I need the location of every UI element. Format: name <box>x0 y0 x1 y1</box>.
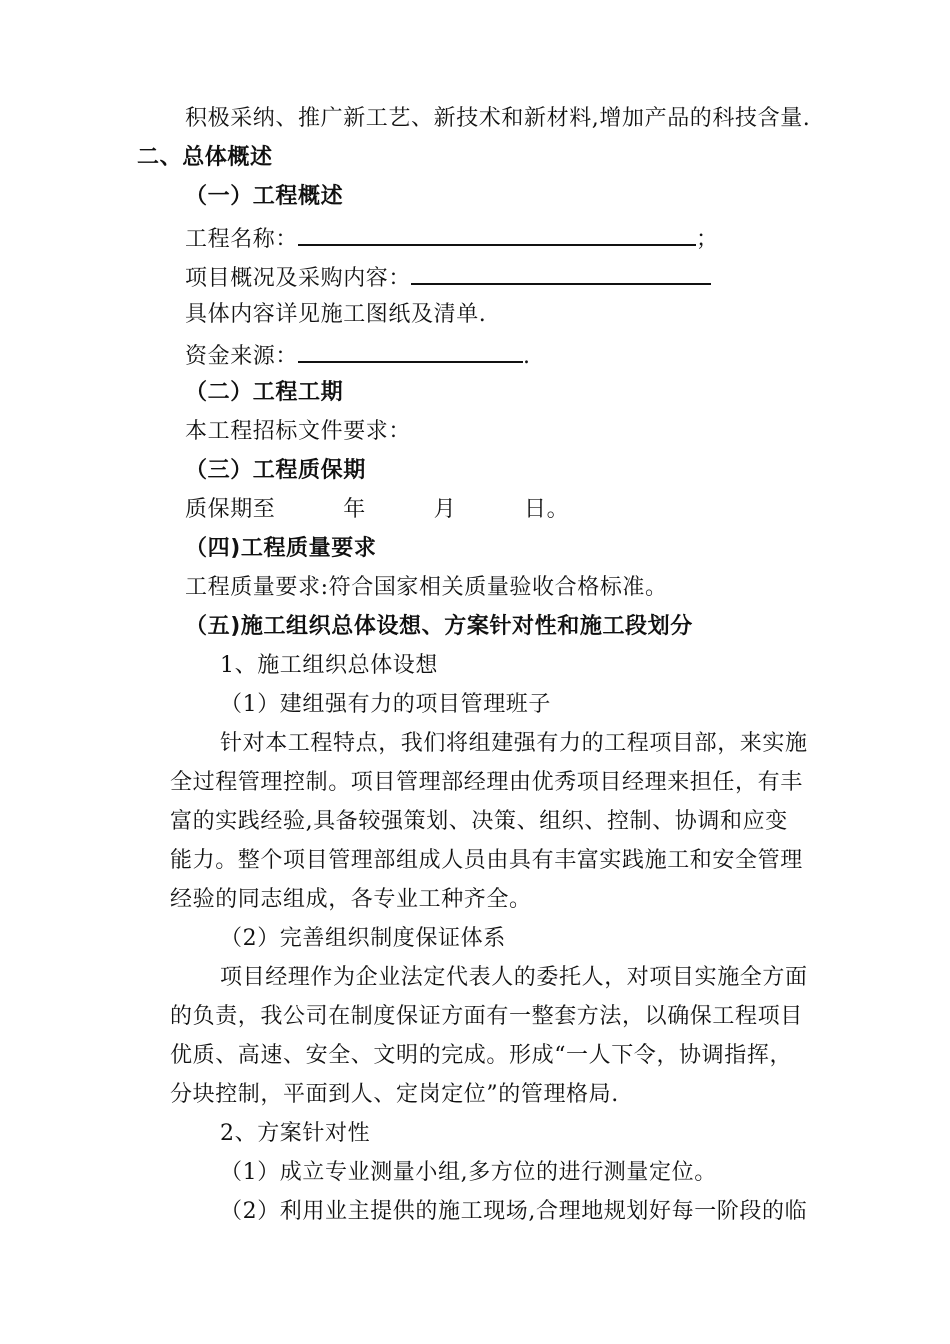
paragraph-line: 具体内容详见施工图纸及清单. <box>185 302 487 327</box>
subsection-heading: （三）工程质保期 <box>185 458 366 483</box>
paragraph-line: 优质、高速、安全、文明的完成。形成“一人下令，协调指挥， <box>170 1043 793 1068</box>
paragraph-line: 经验的同志组成，各专业工种齐全。 <box>170 887 532 912</box>
funding-source-end: . <box>523 344 531 369</box>
subsection-heading: （二）工程工期 <box>185 380 344 405</box>
warranty-line: 质保期至 年 月 日。 <box>185 497 570 522</box>
item-heading: 1、施工组织总体设想 <box>220 653 438 678</box>
paragraph-line: 分块控制，平面到人、定岗定位”的管理格局. <box>170 1082 619 1107</box>
project-overview-label: 项目概况及采购内容： <box>185 266 412 291</box>
paragraph-line: （1）成立专业测量小组,多方位的进行测量定位。 <box>220 1160 717 1185</box>
project-name-blank <box>298 222 696 246</box>
funding-source-blank <box>298 339 523 363</box>
project-name-end: ； <box>696 227 719 252</box>
project-overview-blank <box>411 261 711 285</box>
paragraph-line: 本工程招标文件要求： <box>185 419 412 444</box>
item-heading: （2）完善组织制度保证体系 <box>220 926 506 951</box>
project-name-label: 工程名称： <box>185 227 299 252</box>
subsection-heading: （一）工程概述 <box>185 184 344 209</box>
paragraph-line: 的负责，我公司在制度保证方面有一整套方法，以确保工程项目 <box>170 1004 803 1029</box>
paragraph-line: 积极采纳、推广新工艺、新技术和新材料,增加产品的科技含量. <box>185 106 811 131</box>
section-heading: 二、总体概述 <box>137 145 273 170</box>
funding-source-row <box>185 339 531 372</box>
project-name-row <box>185 222 719 255</box>
paragraph-line: 富的实践经验,具备较强策划、决策、组织、控制、协调和应变 <box>170 809 788 834</box>
paragraph-line: 全过程管理控制。项目管理部经理由优秀项目经理来担任，有丰 <box>170 770 803 795</box>
funding-source-label: 资金来源： <box>185 344 299 369</box>
paragraph-line: 工程质量要求:符合国家相关质量验收合格标准。 <box>185 575 668 600</box>
paragraph-line: 项目经理作为企业法定代表人的委托人，对项目实施全方面 <box>220 965 808 990</box>
project-overview-row <box>185 261 711 294</box>
subsection-heading: （四)工程质量要求 <box>185 536 377 561</box>
subsection-heading: （五)施工组织总体设想、方案针对性和施工段划分 <box>185 614 693 639</box>
paragraph-line: （2）利用业主提供的施工现场,合理地规划好每一阶段的临 <box>220 1199 808 1224</box>
paragraph-line: 针对本工程特点，我们将组建强有力的工程项目部，来实施 <box>220 731 808 756</box>
item-heading: 2、方案针对性 <box>220 1121 371 1146</box>
paragraph-line: 能力。整个项目管理部组成人员由具有丰富实践施工和安全管理 <box>170 848 803 873</box>
item-heading: （1）建组强有力的项目管理班子 <box>220 692 551 717</box>
